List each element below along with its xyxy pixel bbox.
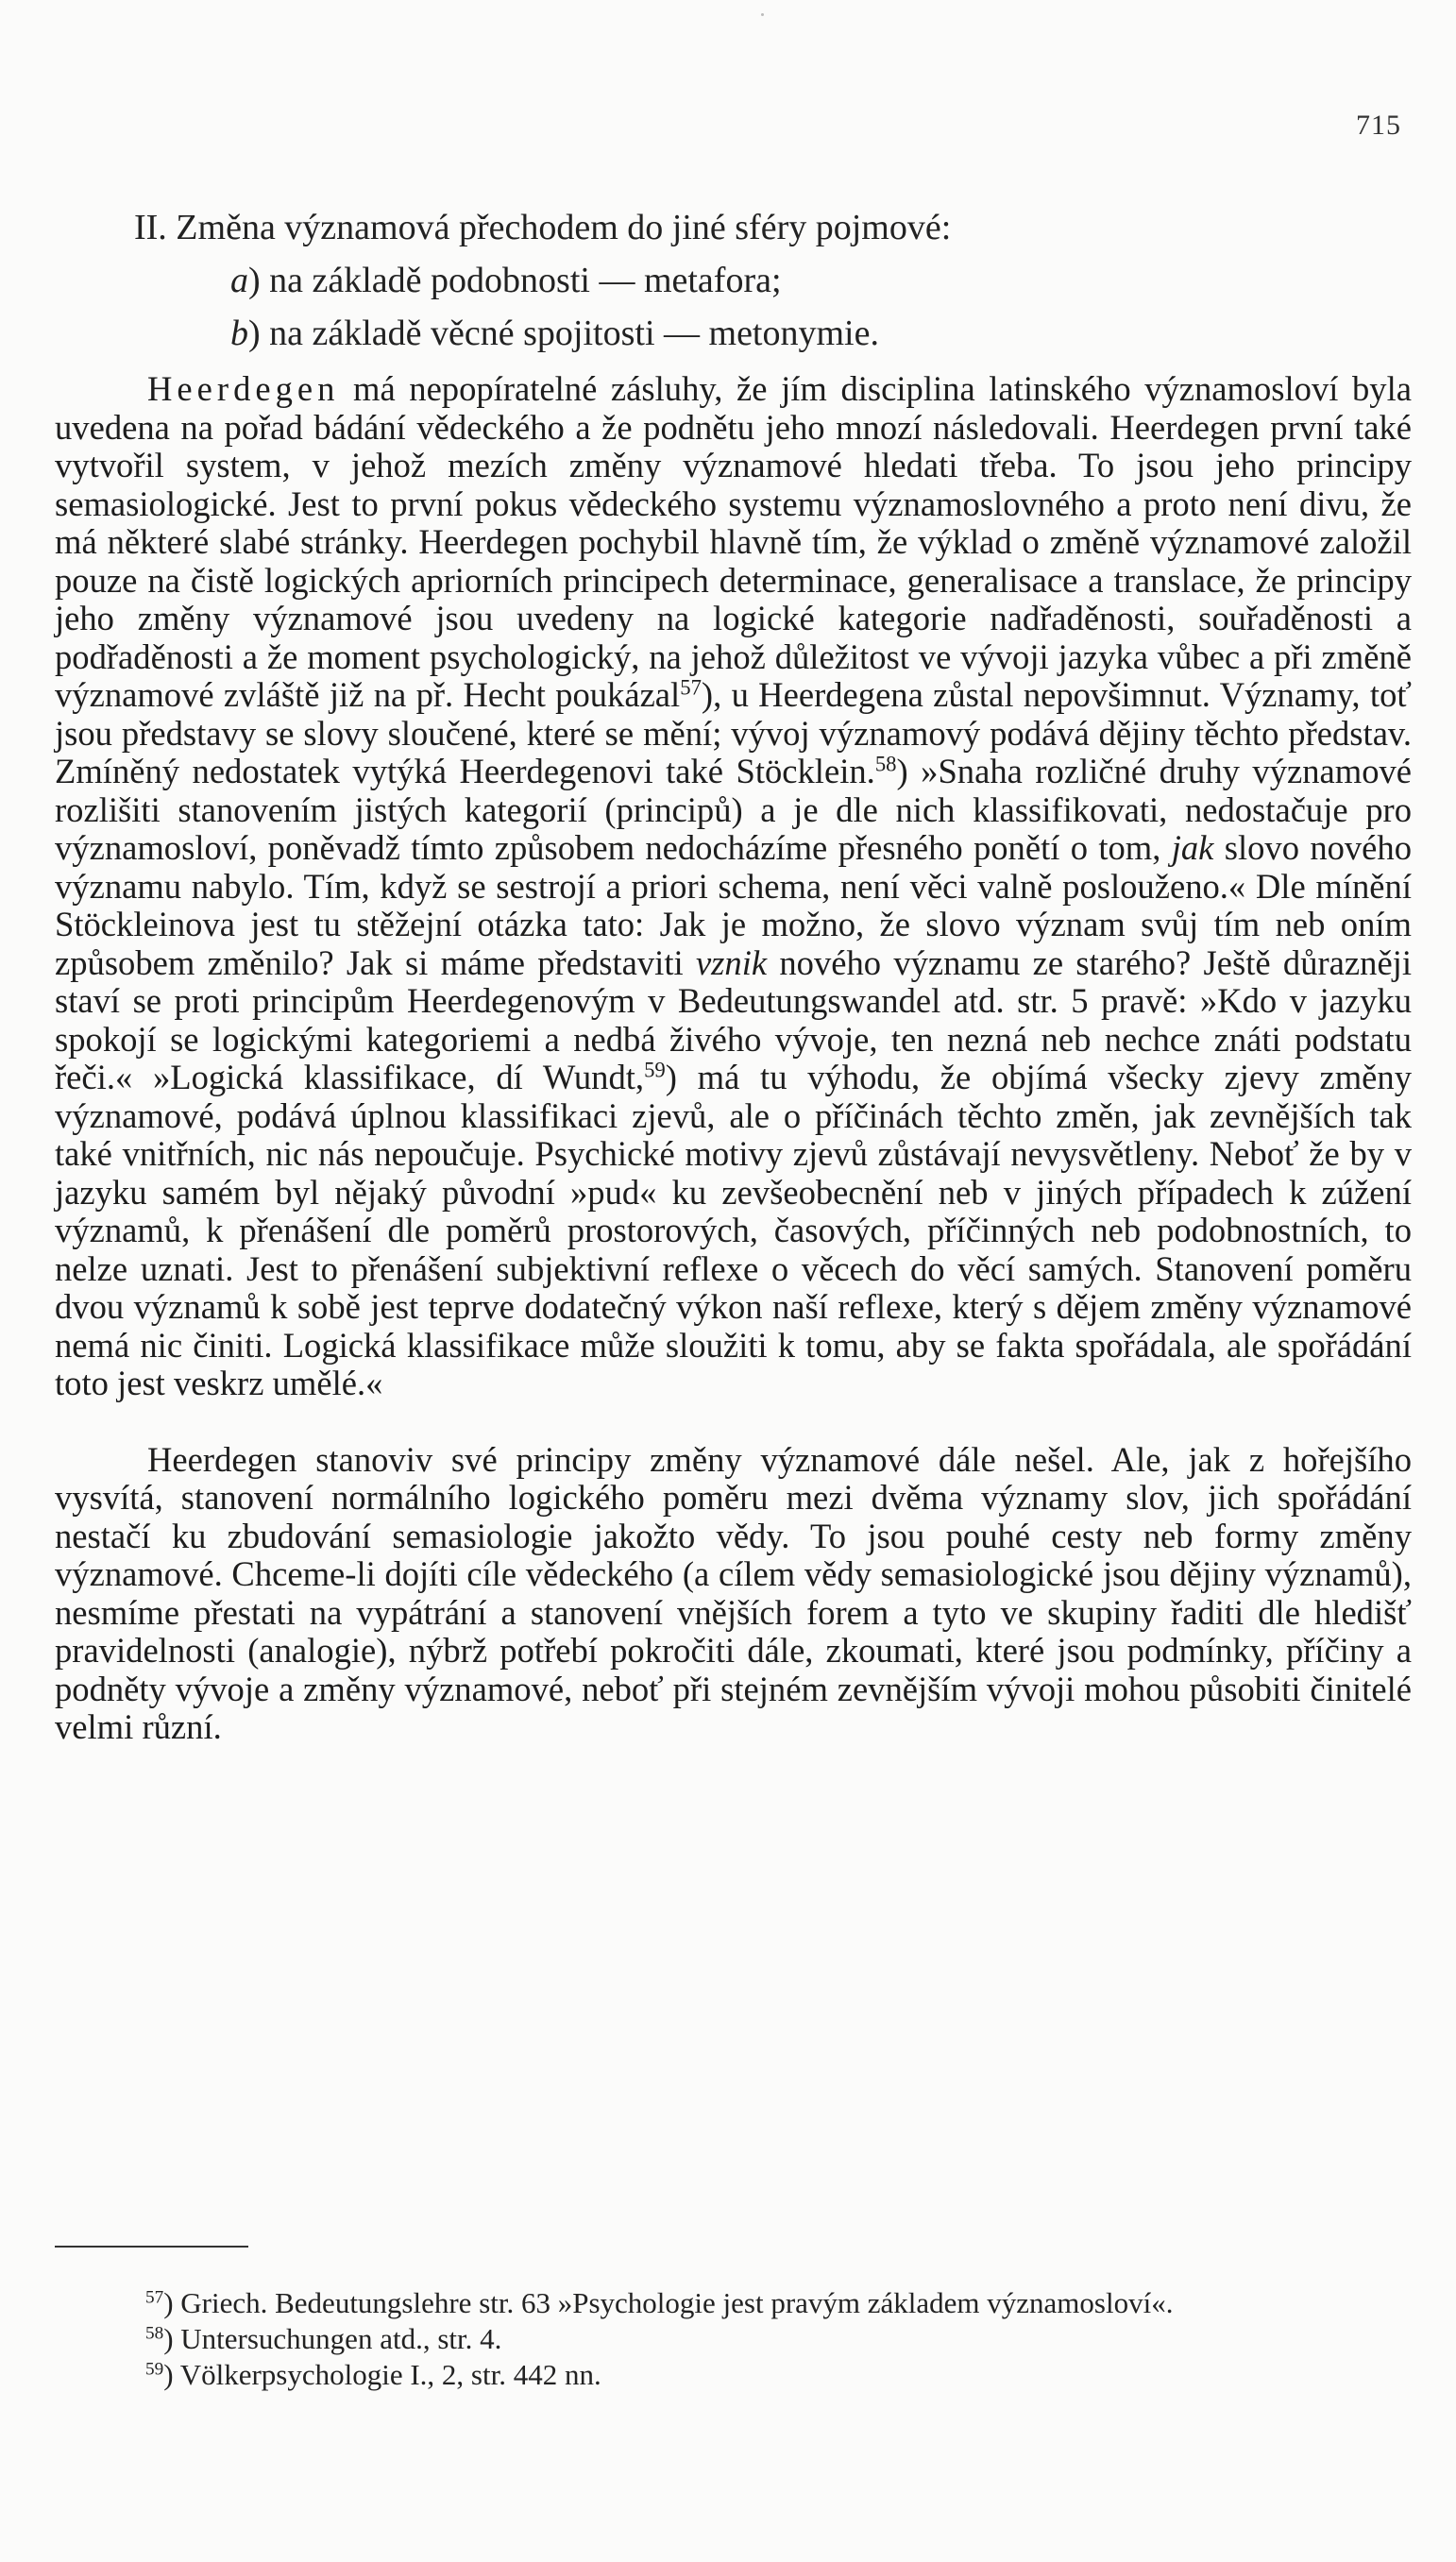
footnote-58	[55, 2321, 1412, 2357]
paragraph-1-part-3: ) »Snaha rozličné druhy významové rozlišiti stanovením jistých kategorií (principů) a je dle nich klassifikovati, nedostačuje pro významosloví, poněvadž tímto způsobem nedocházíme přesného ponětí o tom,	[55, 752, 1413, 867]
paragraph-1-part-6: ) má tu výhodu, že objímá všecky zjevy změny významové, podává úplnou klassifikaci zjevů, ale o příčinách těchto změn, jak zevnějších tak také vnitřních, nic nás nepoučuje. Psychické motivy zjevů zůstávají nevysvětleny. Neboť že by v jazyku samém byl nějaký původní »pud« ku zevšeobecnění neb v jiných případech k zúžení významů, k přenášení dle poměrů prostorových, časových, příčinných neb podobnostních, to nelze uznati. Jest to přenášení subjektivní reflexe o věcech do věcí samých. Stanovení poměru dvou významů k sobě jest teprve dodatečný výkon naší reflexe, který s dějem změny významové nemá nic činiti. Logická klassifikace může sloužiti k tomu, aby se fakta spořádala, ale spořádání toto jest veskrz umělé.«	[55, 1058, 1412, 1402]
paragraph-1-part-4: slovo nového významu nabylo. Tím, když se sestrojí a priori schema, není věci valně poslouženo.« Dle mínění Stöckleinova jest tu stěžejní otázka tato: Jak je možno, že slovo význam svůj tím neb oním způsobem změnilo? Jak si máme představiti	[55, 828, 1412, 982]
heading-item-b	[134, 307, 1362, 360]
footnote-59	[55, 2357, 1412, 2393]
heading-item-a	[134, 254, 1362, 307]
heading-main: II. Změna významová přechodem do jiné sféry pojmové:	[134, 208, 952, 247]
scan-speck	[761, 13, 764, 16]
footnote-text: ) Griech. Bedeutungslehre str. 63 »Psychologie jest pravým základem významosloví«.	[163, 2286, 1174, 2319]
heading-item-b-text: ) na základě věcné spojitosti — metonymie.	[248, 314, 879, 353]
footnote-text: ) Völkerpsychologie I., 2, str. 442 nn.	[163, 2358, 601, 2391]
paragraph-2: Heerdegen stanoviv své principy změny významové dále nešel. Ale, jak z hořejšího vysvítá, stanovení normálního logického poměru mezi dvěma významy slov, jich spořádání nestačí ku zbudování semasiologie jakožto vědy. To jsou pouhé cesty neb formy změny významové. Chceme-li dojíti cíle vědeckého (a cílem vědy semasiologické jsou dějiny významů), nesmíme přestati na vypátrání a stanovení vnějších forem a tyto ve skupiny řaditi dle hledišť pravidelnosti (analogie), nýbrž potřebí pokročiti dále, zkoumati, které jsou podmínky, příčiny a podněty vývoje a změny významové, neboť při stejném zevnějším vývoji mohou působiti činitelé velmi různí.	[55, 1439, 1412, 1746]
footnote-ref-59: 59	[644, 1058, 666, 1082]
author-name-spaced: Heerdegen	[147, 369, 340, 408]
footnote-mark: 58	[145, 2323, 164, 2344]
italic-word-vznik: vznik	[695, 942, 768, 982]
footnote-divider	[55, 2246, 248, 2248]
body-text	[55, 370, 1412, 1747]
paragraph-1-part-1: má nepopíratelné zásluhy, že jím disciplina latinského významosloví byla uvedena na pořad bádání vědeckého a že podnětu jeho mnozí následovali. Heerdegen první také vytvořil system, v jehož mezích změny významové hledati třeba. To jsou jeho principy semasiologické. Jest to první pokus vědeckého systemu významoslovného a proto není divu, že má některé slabé stránky. Heerdegen pochybil hlavně tím, že výklad o změně významové založil pouze na čistě logických apriorních principech determinace, generalisace a translace, že principy jeho změny významové jsou uvedeny na logické kategorie nadřaděnosti, souřaděnosti a podřaděnosti a že moment psychologický, na jehož důležitost ve vývoji jazyka vůbec a při změně významové zvláště již na př. Hecht poukázal	[55, 369, 1412, 714]
heading-item-a-marker: a	[230, 261, 248, 300]
paragraph-1-part-5: nového významu ze starého? Ještě důrazněji staví se proti principům Heerdegenovým v Bedeutungswandel atd. str. 5 pravě: »Kdo v jazyku spokojí se logickými kategoriemi a nedbá živého vývoje, ten nezná neb nechce znáti podstatu řeči.« »Logická klassifikace, dí Wundt,	[55, 942, 1412, 1096]
heading-item-b-marker: b	[230, 314, 248, 353]
italic-word-jak: jak	[1171, 828, 1214, 867]
heading-item-a-text: ) na základě podobnosti — metafora;	[248, 261, 782, 300]
footnote-text: ) Untersuchungen atd., str. 4.	[163, 2322, 502, 2355]
page-number: 715	[1356, 110, 1401, 141]
footnotes	[55, 2285, 1412, 2393]
footnote-ref-57: 57	[680, 675, 702, 700]
paragraph-1	[55, 370, 1412, 1403]
paragraph-1-part-2: ), u Heerdegena zůstal nepovšimnut. Významy, toť jsou představy se slovy sloučené, které se mění; vývoj významový podává dějiny těchto představ. Zmíněný nedostatek vytýká Heerdegenovi také Stöcklein.	[55, 675, 1412, 790]
footnote-ref-58: 58	[874, 752, 897, 776]
footnote-mark: 57	[145, 2287, 164, 2308]
footnote-57	[55, 2285, 1412, 2321]
footnote-mark: 59	[145, 2359, 164, 2380]
section-heading	[134, 201, 1362, 360]
